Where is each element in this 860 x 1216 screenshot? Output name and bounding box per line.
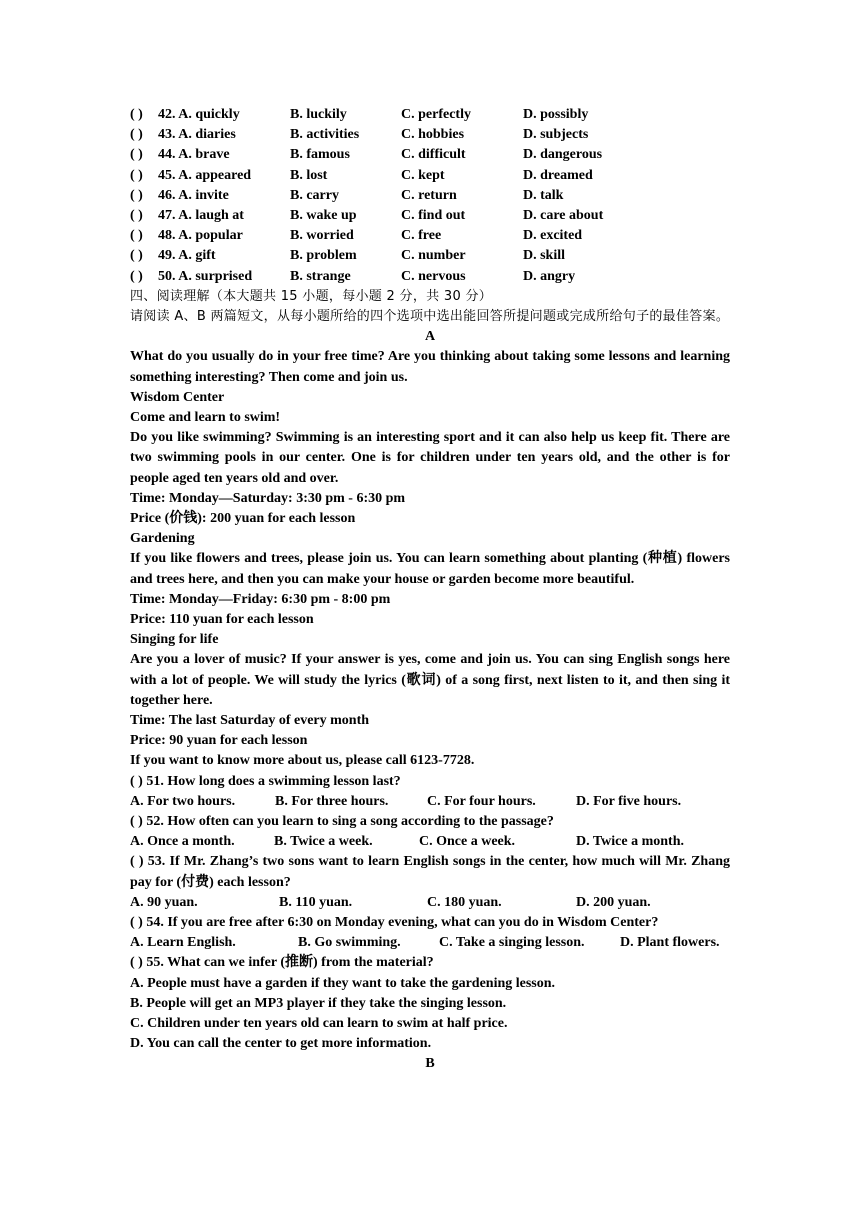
option-c[interactable]: C. Once a week. [419,834,516,850]
option-c[interactable]: C. Children under ten years old can learn to swim at half price. [130,1015,508,1031]
option-d[interactable]: D. dreamed [523,167,593,183]
cloze-row [130,186,730,206]
answer-blank[interactable]: ( ) [130,187,143,203]
sing-price: Price: 90 yuan for each lesson [130,733,308,749]
option-c[interactable]: C. kept [401,167,445,183]
sing-heading: Singing for life [130,632,219,648]
question-53-options [130,893,730,913]
question-52-options [130,832,730,852]
option-b[interactable]: B. 110 yuan. [279,894,353,910]
option-d[interactable]: D. skill [523,248,566,264]
option-d[interactable]: D. Plant flowers. [620,935,720,951]
option-b[interactable]: B. problem [290,248,357,264]
option-b[interactable]: B. worried [290,228,354,244]
answer-blank[interactable]: ( ) [130,147,143,163]
question-54-options [130,933,730,953]
option-a[interactable]: 43. A. diaries [158,127,236,143]
cloze-row [130,145,730,165]
option-c[interactable]: C. perfectly [401,107,471,122]
question-52: ( ) 52. How often can you learn to sing a song according to the passage? [130,813,554,829]
option-b[interactable]: B. Twice a week. [274,834,373,850]
swim-text: Do you like swimming? Swimming is an interesting sport and it can also help us keep fit. There are two swimming pools in our center. One is for children under ten years old, and the other is for people aged ten years old and over. [130,430,730,486]
passage-a-intro: What do you usually do in your free time? Are you thinking about taking some lessons and learning something interesting? Then come and join us. [130,349,730,385]
option-d[interactable]: D. excited [523,228,583,244]
option-d[interactable]: D. dangerous [523,147,603,163]
option-d[interactable]: D. Twice a month. [576,834,684,850]
option-b[interactable]: B. lost [290,167,328,183]
garden-price: Price: 110 yuan for each lesson [130,611,314,627]
contact-line: If you want to know more about us, please call 6123-7728. [130,753,475,769]
option-a[interactable]: A. 90 yuan. [130,894,198,910]
option-c[interactable]: C. 180 yuan. [427,894,502,910]
option-a[interactable]: 44. A. brave [158,147,230,163]
option-d[interactable]: D. talk [523,187,564,203]
sing-time: Time: The last Saturday of every month [130,712,370,728]
cloze-options [130,105,730,287]
answer-blank[interactable]: ( ) [130,127,143,143]
garden-heading: Gardening [130,531,195,547]
option-b[interactable]: B. luckily [290,107,347,122]
option-c[interactable]: C. find out [401,207,466,223]
swim-heading: Come and learn to swim! [130,409,281,425]
answer-blank[interactable]: ( ) [130,248,143,264]
option-b[interactable]: B. Go swimming. [298,935,401,951]
answer-blank[interactable]: ( ) [130,228,143,244]
question-55: ( ) 55. What can we infer (推断) from the material? [130,955,434,971]
question-51: ( ) 51. How long does a swimming lesson last? [130,773,401,789]
option-a[interactable]: 46. A. invite [158,187,229,203]
option-a[interactable]: A. Once a month. [130,834,235,850]
question-51-options [130,792,730,812]
sing-text: Are you a lover of music? If your answer is yes, come and join us. You can sing English songs here with a lot of people. We will study the lyrics (歌词) of a song first, next listen to it, and then sing it together here. [130,652,730,708]
option-d[interactable]: D. possibly [523,107,589,122]
option-a[interactable]: A. Learn English. [130,935,236,951]
exam-page [130,105,730,1075]
option-d[interactable]: D. You can call the center to get more information. [130,1036,432,1052]
option-b[interactable]: B. strange [290,268,351,284]
cloze-row [130,206,730,226]
option-d[interactable]: D. 200 yuan. [576,894,651,910]
option-a[interactable]: 48. A. popular [158,228,243,244]
swim-time: Time: Monday—Saturday: 3:30 pm - 6:30 pm [130,490,406,506]
option-a[interactable]: 45. A. appeared [158,167,252,183]
answer-blank[interactable]: ( ) [130,167,143,183]
section-instruction: 请阅读 A、B 两篇短文，从每小题所给的四个选项中选出能回答所提问题或完成所给句子的最佳答案。 [130,308,730,324]
option-b[interactable]: B. carry [290,187,339,203]
answer-blank[interactable]: ( ) [130,268,143,284]
option-b[interactable]: B. People will get an MP3 player if they take the singing lesson. [130,995,507,1011]
question-54: ( ) 54. If you are free after 6:30 on Monday evening, what can you do in Wisdom Center? [130,914,659,930]
option-a[interactable]: 42. A. quickly [158,107,240,122]
garden-text: If you like flowers and trees, please join us. You can learn something about planting (种植) flowers and trees here, and then you can make your house or garden become more beautiful. [130,551,730,587]
option-c[interactable]: C. number [401,248,466,264]
option-c[interactable]: C. Take a singing lesson. [439,935,585,951]
option-d[interactable]: D. angry [523,268,576,284]
cloze-row [130,105,730,125]
option-d[interactable]: D. For five hours. [576,793,682,809]
cloze-row [130,125,730,145]
option-a[interactable]: A. People must have a garden if they want to take the gardening lesson. [130,975,556,991]
option-d[interactable]: D. subjects [523,127,589,143]
cloze-row [130,226,730,246]
passage-b-label: B [425,1056,435,1072]
question-53: ( ) 53. If Mr. Zhang’s two sons want to learn English songs in the center, how much will Mr. Zhang pay for (付费) each lesson? [130,854,730,890]
cloze-row [130,267,730,287]
option-b[interactable]: B. For three hours. [275,793,389,809]
option-c[interactable]: C. hobbies [401,127,465,143]
answer-blank[interactable]: ( ) [130,107,143,122]
option-c[interactable]: C. nervous [401,268,466,284]
option-a[interactable]: 49. A. gift [158,248,216,264]
option-b[interactable]: B. wake up [290,207,357,223]
answer-blank[interactable]: ( ) [130,207,143,223]
garden-time: Time: Monday—Friday: 6:30 pm - 8:00 pm [130,591,391,607]
option-c[interactable]: C. difficult [401,147,466,163]
option-c[interactable]: C. free [401,228,442,244]
passage-a-label: A [424,329,436,345]
section-title: 四、阅读理解（本大题共 15 小题，每小题 2 分，共 30 分） [130,288,493,304]
option-c[interactable]: C. return [401,187,457,203]
cloze-row [130,166,730,186]
cloze-row [130,246,730,266]
center-name: Wisdom Center [130,389,225,405]
swim-price: Price (价钱): 200 yuan for each lesson [130,510,356,526]
option-b[interactable]: B. activities [290,127,360,143]
option-b[interactable]: B. famous [290,147,350,163]
option-a[interactable]: A. For two hours. [130,793,236,809]
option-a[interactable]: 50. A. surprised [158,268,253,284]
option-c[interactable]: C. For four hours. [427,793,536,809]
option-a[interactable]: 47. A. laugh at [158,207,244,223]
option-d[interactable]: D. care about [523,207,604,223]
